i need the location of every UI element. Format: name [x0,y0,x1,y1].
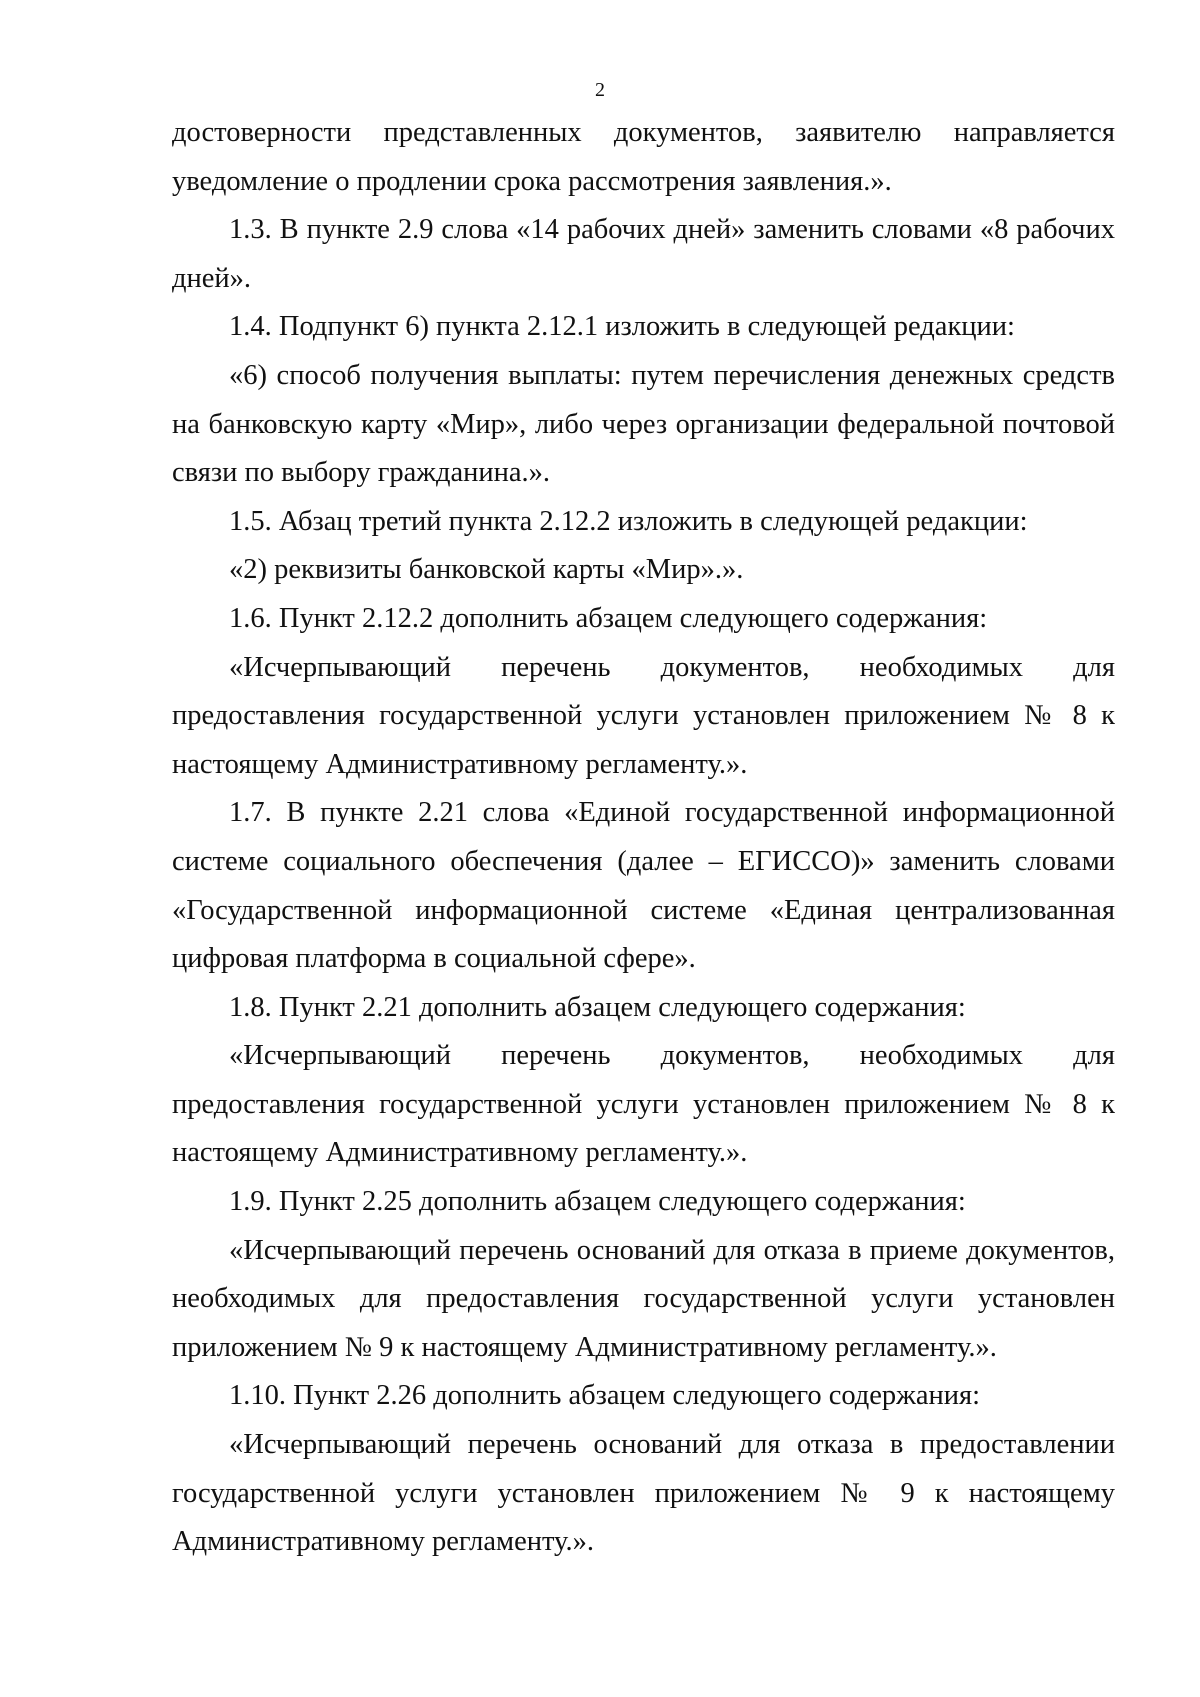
paragraph-1-7: 1.7. В пункте 2.21 слова «Единой государственной информационной системе социального обеспечения (далее – ЕГИССО)» заменить словами «Государственной информационной системе «Единая централизованная цифровая платформа в социальной сфере». [172,797,1115,975]
paragraph-1-4-text: «6) способ получения выплаты: путем перечисления денежных средств на банковскую карту «Мир», либо через организации федеральной почтовой связи по выбору гражданина.». [172,359,1115,489]
paragraph-1-8: 1.8. Пункт 2.21 дополнить абзацем следующего содержания: [229,991,966,1023]
paragraph-1-4: 1.4. Подпункт 6) пункта 2.12.1 изложить в следующей редакции: [229,311,1015,343]
paragraph-1-5-text: «2) реквизиты банковской карты «Мир».». [229,554,744,586]
paragraph-1-10: 1.10. Пункт 2.26 дополнить абзацем следующего содержания: [229,1380,981,1412]
paragraph-1-6: 1.6. Пункт 2.12.2 дополнить абзацем следующего содержания: [229,602,988,634]
paragraph-continuation: достоверности представленных документов, заявителю направляется уведомление о продлении срока рассмотрения заявления.». [172,117,1115,197]
paragraph-1-6-text: «Исчерпывающий перечень документов, необходимых для предоставления государственной услуги установлен приложением № 8 к настоящему Административному регламенту.». [172,651,1115,780]
paragraph-1-9-text: «Исчерпывающий перечень оснований для отказа в приеме документов, необходимых для предоставления государственной услуги установлен приложением № 9 к настоящему Административному регламенту.». [172,1234,1115,1363]
document-body [172,109,1115,1567]
paragraph-1-10-text: «Исчерпывающий перечень оснований для отказа в предоставлении государственной услуги установлен приложением № 9 к настоящему Административному регламенту.». [172,1429,1115,1558]
paragraph-1-3: 1.3. В пункте 2.9 слова «14 рабочих дней» заменить словами «8 рабочих дней». [172,214,1115,294]
paragraph-1-9: 1.9. Пункт 2.25 дополнить абзацем следующего содержания: [229,1186,966,1218]
page-number: 2 [595,79,605,101]
paragraph-1-5: 1.5. Абзац третий пункта 2.12.2 изложить в следующей редакции: [229,505,1028,537]
paragraph-1-8-text: «Исчерпывающий перечень документов, необходимых для предоставления государственной услуги установлен приложением № 8 к настоящему Административному регламенту.». [172,1040,1115,1169]
